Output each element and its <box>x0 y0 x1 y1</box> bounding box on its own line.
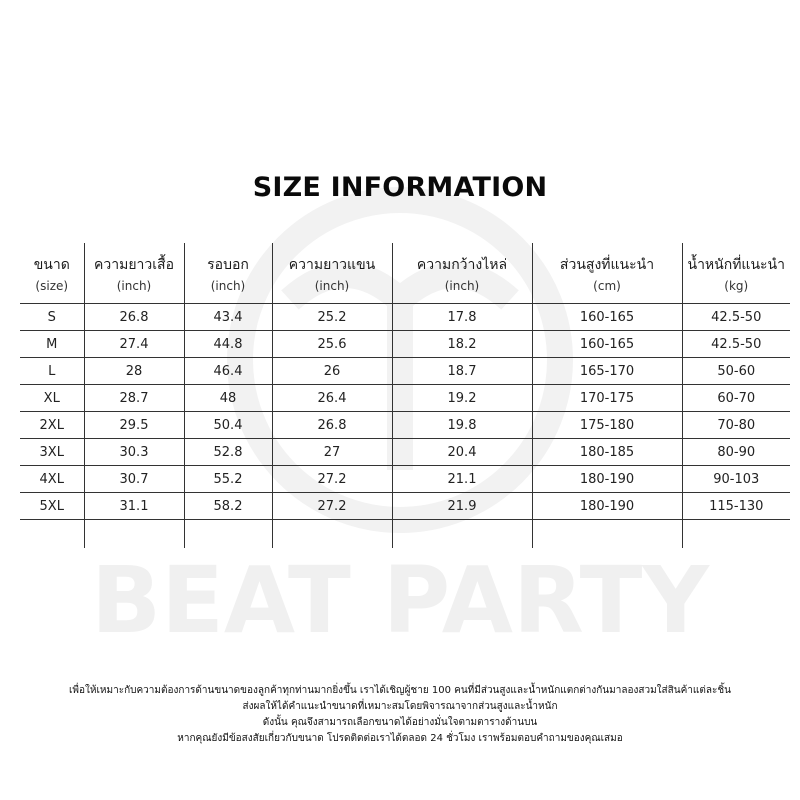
cell-length: 27.4 <box>84 331 184 358</box>
empty-cell <box>392 520 532 549</box>
cell-weight: 42.5-50 <box>682 304 790 331</box>
col-header-weight: น้ำหนักที่แนะนำ (kg) <box>682 243 790 304</box>
note-line: ส่งผลให้ได้คำแนะนำขนาดที่เหมาะสมโดยพิจารณาจากส่วนสูงและน้ำหนัก <box>242 701 558 712</box>
cell-sleeve: 27.2 <box>272 493 392 520</box>
cell-weight: 80-90 <box>682 439 790 466</box>
cell-height: 175-180 <box>532 412 682 439</box>
cell-shoulder: 19.2 <box>392 385 532 412</box>
cell-length: 28.7 <box>84 385 184 412</box>
empty-cell <box>532 520 682 549</box>
table-row <box>20 331 790 358</box>
col-header-length: ความยาวเสื้อ (inch) <box>84 243 184 304</box>
cell-size: XL <box>20 385 84 412</box>
cell-chest: 55.2 <box>184 466 272 493</box>
cell-sleeve: 27.2 <box>272 466 392 493</box>
cell-size: M <box>20 331 84 358</box>
cell-chest: 52.8 <box>184 439 272 466</box>
col-header-chest: รอบอก (inch) <box>184 243 272 304</box>
cell-sleeve: 27 <box>272 439 392 466</box>
cell-length: 26.8 <box>84 304 184 331</box>
cell-shoulder: 19.8 <box>392 412 532 439</box>
cell-size: S <box>20 304 84 331</box>
cell-weight: 70-80 <box>682 412 790 439</box>
cell-length: 30.3 <box>84 439 184 466</box>
cell-chest: 50.4 <box>184 412 272 439</box>
table-row <box>20 466 790 493</box>
cell-height: 180-190 <box>532 466 682 493</box>
col-header-height: ส่วนสูงที่แนะนำ (cm) <box>532 243 682 304</box>
note-line: ดังนั้น คุณจึงสามารถเลือกขนาดได้อย่างมั่นใจตามตารางด้านบน <box>262 717 538 728</box>
col-header-size: ขนาด (size) <box>20 243 84 304</box>
cell-sleeve: 25.6 <box>272 331 392 358</box>
cell-length: 30.7 <box>84 466 184 493</box>
cell-shoulder: 20.4 <box>392 439 532 466</box>
table-row <box>20 385 790 412</box>
sizing-notes <box>0 683 800 747</box>
cell-chest: 48 <box>184 385 272 412</box>
cell-height: 170-175 <box>532 385 682 412</box>
empty-cell <box>84 520 184 549</box>
table-row <box>20 439 790 466</box>
empty-cell <box>20 520 84 549</box>
cell-height: 180-190 <box>532 493 682 520</box>
note-line: เพื่อให้เหมาะกับความต้องการด้านขนาดของลูกค้าทุกท่านมากยิ่งขึ้น เราได้เชิญผู้ชาย 100 คนที่มีส่วนสูงและน้ำหนักแตกต่างกันมาลองสวมใส่สินค้าแต่ละชิ้น <box>69 685 731 696</box>
empty-cell <box>184 520 272 549</box>
empty-cell <box>682 520 790 549</box>
cell-size: 3XL <box>20 439 84 466</box>
cell-length: 31.1 <box>84 493 184 520</box>
cell-sleeve: 26.8 <box>272 412 392 439</box>
cell-shoulder: 21.1 <box>392 466 532 493</box>
cell-size: L <box>20 358 84 385</box>
cell-shoulder: 18.2 <box>392 331 532 358</box>
cell-size: 5XL <box>20 493 84 520</box>
empty-cell <box>272 520 392 549</box>
cell-sleeve: 26 <box>272 358 392 385</box>
cell-length: 28 <box>84 358 184 385</box>
empty-row <box>20 520 790 549</box>
cell-height: 160-165 <box>532 331 682 358</box>
table-row <box>20 304 790 331</box>
page-title: SIZE INFORMATION <box>252 172 548 203</box>
cell-shoulder: 21.9 <box>392 493 532 520</box>
note-line: หากคุณยังมีข้อสงสัยเกี่ยวกับขนาด โปรดติดต่อเราได้ตลอด 24 ชั่วโมง เราพร้อมตอบคำถามของคุณเสมอ <box>177 733 623 744</box>
size-chart-table <box>20 243 790 548</box>
cell-weight: 50-60 <box>682 358 790 385</box>
cell-sleeve: 25.2 <box>272 304 392 331</box>
col-header-sleeve: ความยาวแขน (inch) <box>272 243 392 304</box>
cell-height: 165-170 <box>532 358 682 385</box>
cell-height: 180-185 <box>532 439 682 466</box>
table-row <box>20 493 790 520</box>
cell-chest: 43.4 <box>184 304 272 331</box>
cell-chest: 44.8 <box>184 331 272 358</box>
cell-weight: 90-103 <box>682 466 790 493</box>
cell-shoulder: 18.7 <box>392 358 532 385</box>
cell-sleeve: 26.4 <box>272 385 392 412</box>
cell-shoulder: 17.8 <box>392 304 532 331</box>
col-header-shoulder: ความกว้างไหล่ (inch) <box>392 243 532 304</box>
cell-weight: 42.5-50 <box>682 331 790 358</box>
cell-weight: 60-70 <box>682 385 790 412</box>
cell-height: 160-165 <box>532 304 682 331</box>
cell-chest: 46.4 <box>184 358 272 385</box>
header-row <box>20 243 790 304</box>
cell-size: 2XL <box>20 412 84 439</box>
cell-chest: 58.2 <box>184 493 272 520</box>
table-row <box>20 358 790 385</box>
table-row <box>20 412 790 439</box>
cell-weight: 115-130 <box>682 493 790 520</box>
watermark-text: BEAT PARTY <box>90 547 710 654</box>
cell-length: 29.5 <box>84 412 184 439</box>
cell-size: 4XL <box>20 466 84 493</box>
